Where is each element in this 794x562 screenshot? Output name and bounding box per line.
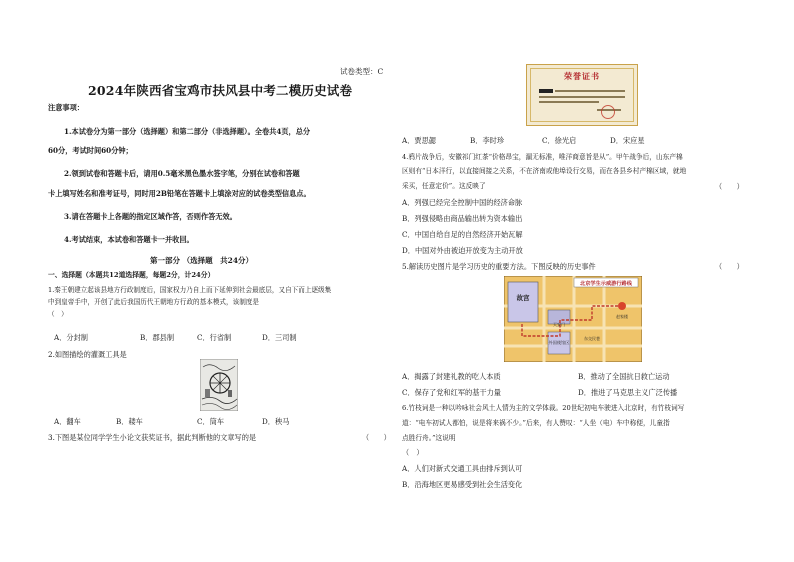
q5-march-route-map bbox=[504, 276, 642, 362]
certificate-title: 荣誉证书 bbox=[564, 71, 600, 81]
q4-line-2: 区则有“日本洋行，以直接间接之关系，不在济南或他埠设行交易，而在各县乡村产棉区域，就地 bbox=[402, 167, 687, 175]
q6-option-a[interactable]: A．人们对新式交通工具由排斥到认可 bbox=[402, 464, 523, 473]
q1-option-b[interactable]: B．郡县制 bbox=[140, 333, 175, 342]
notice-item-4: 4.考试结束，本试卷和答题卡一并收回。 bbox=[64, 235, 194, 244]
q6-line-1: 6.竹枝词是一种以吟咏社会风土人情为主的文学体裁。20世纪初电车驶进入北京时，有竹枝词写 bbox=[402, 404, 685, 412]
q4-option-b[interactable]: B．列强侵略由商品输出转为资本输出 bbox=[402, 214, 523, 223]
map-label-tiananmen: 天安门 bbox=[553, 322, 565, 327]
q1-option-c[interactable]: C．行省制 bbox=[197, 333, 232, 342]
q2-option-d[interactable]: D．秧马 bbox=[262, 417, 290, 426]
q1-option-a[interactable]: A．分封制 bbox=[54, 333, 88, 342]
q6-line-2: 道：“电车初试人都怕，说是将来祸不少。”后来，有人赞叹：“人坐（电）车中称便，儿童指 bbox=[402, 419, 670, 427]
notice-item-3: 3.请在答题卡上各题的指定区域作答，否则作答无效。 bbox=[64, 212, 237, 221]
notice-item-1-cont: 60分，考试时间60分钟； bbox=[48, 146, 133, 155]
q6-paren: （ ） bbox=[402, 448, 424, 457]
q5-option-c[interactable]: C．保存了党和红军的基干力量 bbox=[402, 388, 501, 397]
q3-certificate-image bbox=[526, 64, 638, 126]
q2-option-b[interactable]: B．耧车 bbox=[116, 417, 143, 426]
q2-option-c[interactable]: C．筒车 bbox=[197, 417, 225, 426]
q3-option-a[interactable]: A．贾思勰 bbox=[402, 136, 436, 145]
q5-stem: 5.解读历史图片是学习历史的重要方法。下图反映的历史事件 bbox=[402, 262, 596, 271]
q3-stem: 3.下图是某位同学学生小论文获奖证书，据此判断他的文章写的是 bbox=[48, 433, 257, 442]
exam-type: 试卷类型：C bbox=[340, 67, 384, 76]
exam-title: 2024年陕西省宝鸡市扶风县中考二模历史试卷 bbox=[88, 83, 353, 98]
map-title: 北京学生示威游行路线 bbox=[580, 281, 632, 287]
map-label-zhaojialou: 赵家楼 bbox=[616, 314, 628, 319]
map-label-legation: 外国使馆区 bbox=[548, 340, 570, 345]
q1-paren: （ ） bbox=[48, 310, 68, 318]
q5-paren: （ ） bbox=[715, 262, 744, 271]
q6-option-b[interactable]: B．沿海地区更易感受到社会生活变化 bbox=[402, 480, 523, 489]
q5-option-a[interactable]: A．揭露了封建礼教的吃人本质 bbox=[402, 372, 501, 381]
notice-item-2-cont: 卡上填写姓名和准考证号，同时用2B铅笔在答题卡上填涂对应的试卷类型信息点。 bbox=[48, 189, 311, 198]
q5-option-d[interactable]: D．推进了马克思主义广泛传播 bbox=[578, 388, 678, 397]
q4-option-a[interactable]: A．列强已经完全控制中国的经济命脉 bbox=[402, 198, 523, 207]
map-label-palace: 故宫 bbox=[516, 294, 530, 302]
q4-line-1: 4.鸦片战争后，安徽祁门红茶“价格昂宝，漏无标准，唯洋商意旨是从”。甲午战争后，山东产棉 bbox=[402, 153, 683, 161]
q3-option-d[interactable]: D．宋应星 bbox=[610, 136, 645, 145]
q3-option-b[interactable]: B．李时珍 bbox=[470, 136, 505, 145]
section-1-heading: 一、选择题（本题共12道选择题，每题2分，计24分） bbox=[48, 271, 215, 279]
q1-line-2: 中到皇帝手中，开创了此后我国历代王朝地方行政的基本模式，该制度是 bbox=[48, 298, 259, 306]
q2-option-a[interactable]: A．翻车 bbox=[54, 417, 81, 426]
q2-stem: 2.如图描绘的灌溉工具是 bbox=[48, 350, 127, 359]
q2-irrigation-image bbox=[200, 359, 238, 411]
q4-option-c[interactable]: C．中国自给自足的自然经济开始瓦解 bbox=[402, 230, 523, 239]
q1-line-1: 1.秦王朝建立起该县地方行政制度后，国家权力乃自上而下延伸到社会最底层，又自下而上逐级集 bbox=[48, 286, 332, 294]
q1-option-d[interactable]: D．三司制 bbox=[262, 333, 297, 342]
q4-line-3: 采买，任意定价”。这反映了 bbox=[402, 182, 486, 190]
q3-paren: （ ） bbox=[362, 433, 391, 442]
notice-heading: 注意事项： bbox=[48, 103, 84, 112]
notice-item-2: 2.领到试卷和答题卡后，请用0.5毫米黑色墨水签字笔，分别在试卷和答题 bbox=[64, 169, 300, 178]
part1-title: 第一部分 （选择题 共24分） bbox=[150, 256, 254, 265]
q4-option-d[interactable]: D．中国对外由被迫开放变为主动开放 bbox=[402, 246, 523, 255]
notice-item-1: 1.本试卷分为第一部分（选择题）和第二部分（非选择题）。全卷共4页，总分 bbox=[64, 127, 311, 136]
q6-line-3: 点胜行舟。”这说明 bbox=[402, 434, 456, 442]
q4-paren: （ ） bbox=[715, 182, 744, 191]
map-label-dongjiao: 东交民巷 bbox=[584, 336, 600, 341]
q5-option-b[interactable]: B．推动了全国抗日救亡运动 bbox=[578, 372, 670, 381]
q3-option-c[interactable]: C．徐光启 bbox=[542, 136, 577, 145]
